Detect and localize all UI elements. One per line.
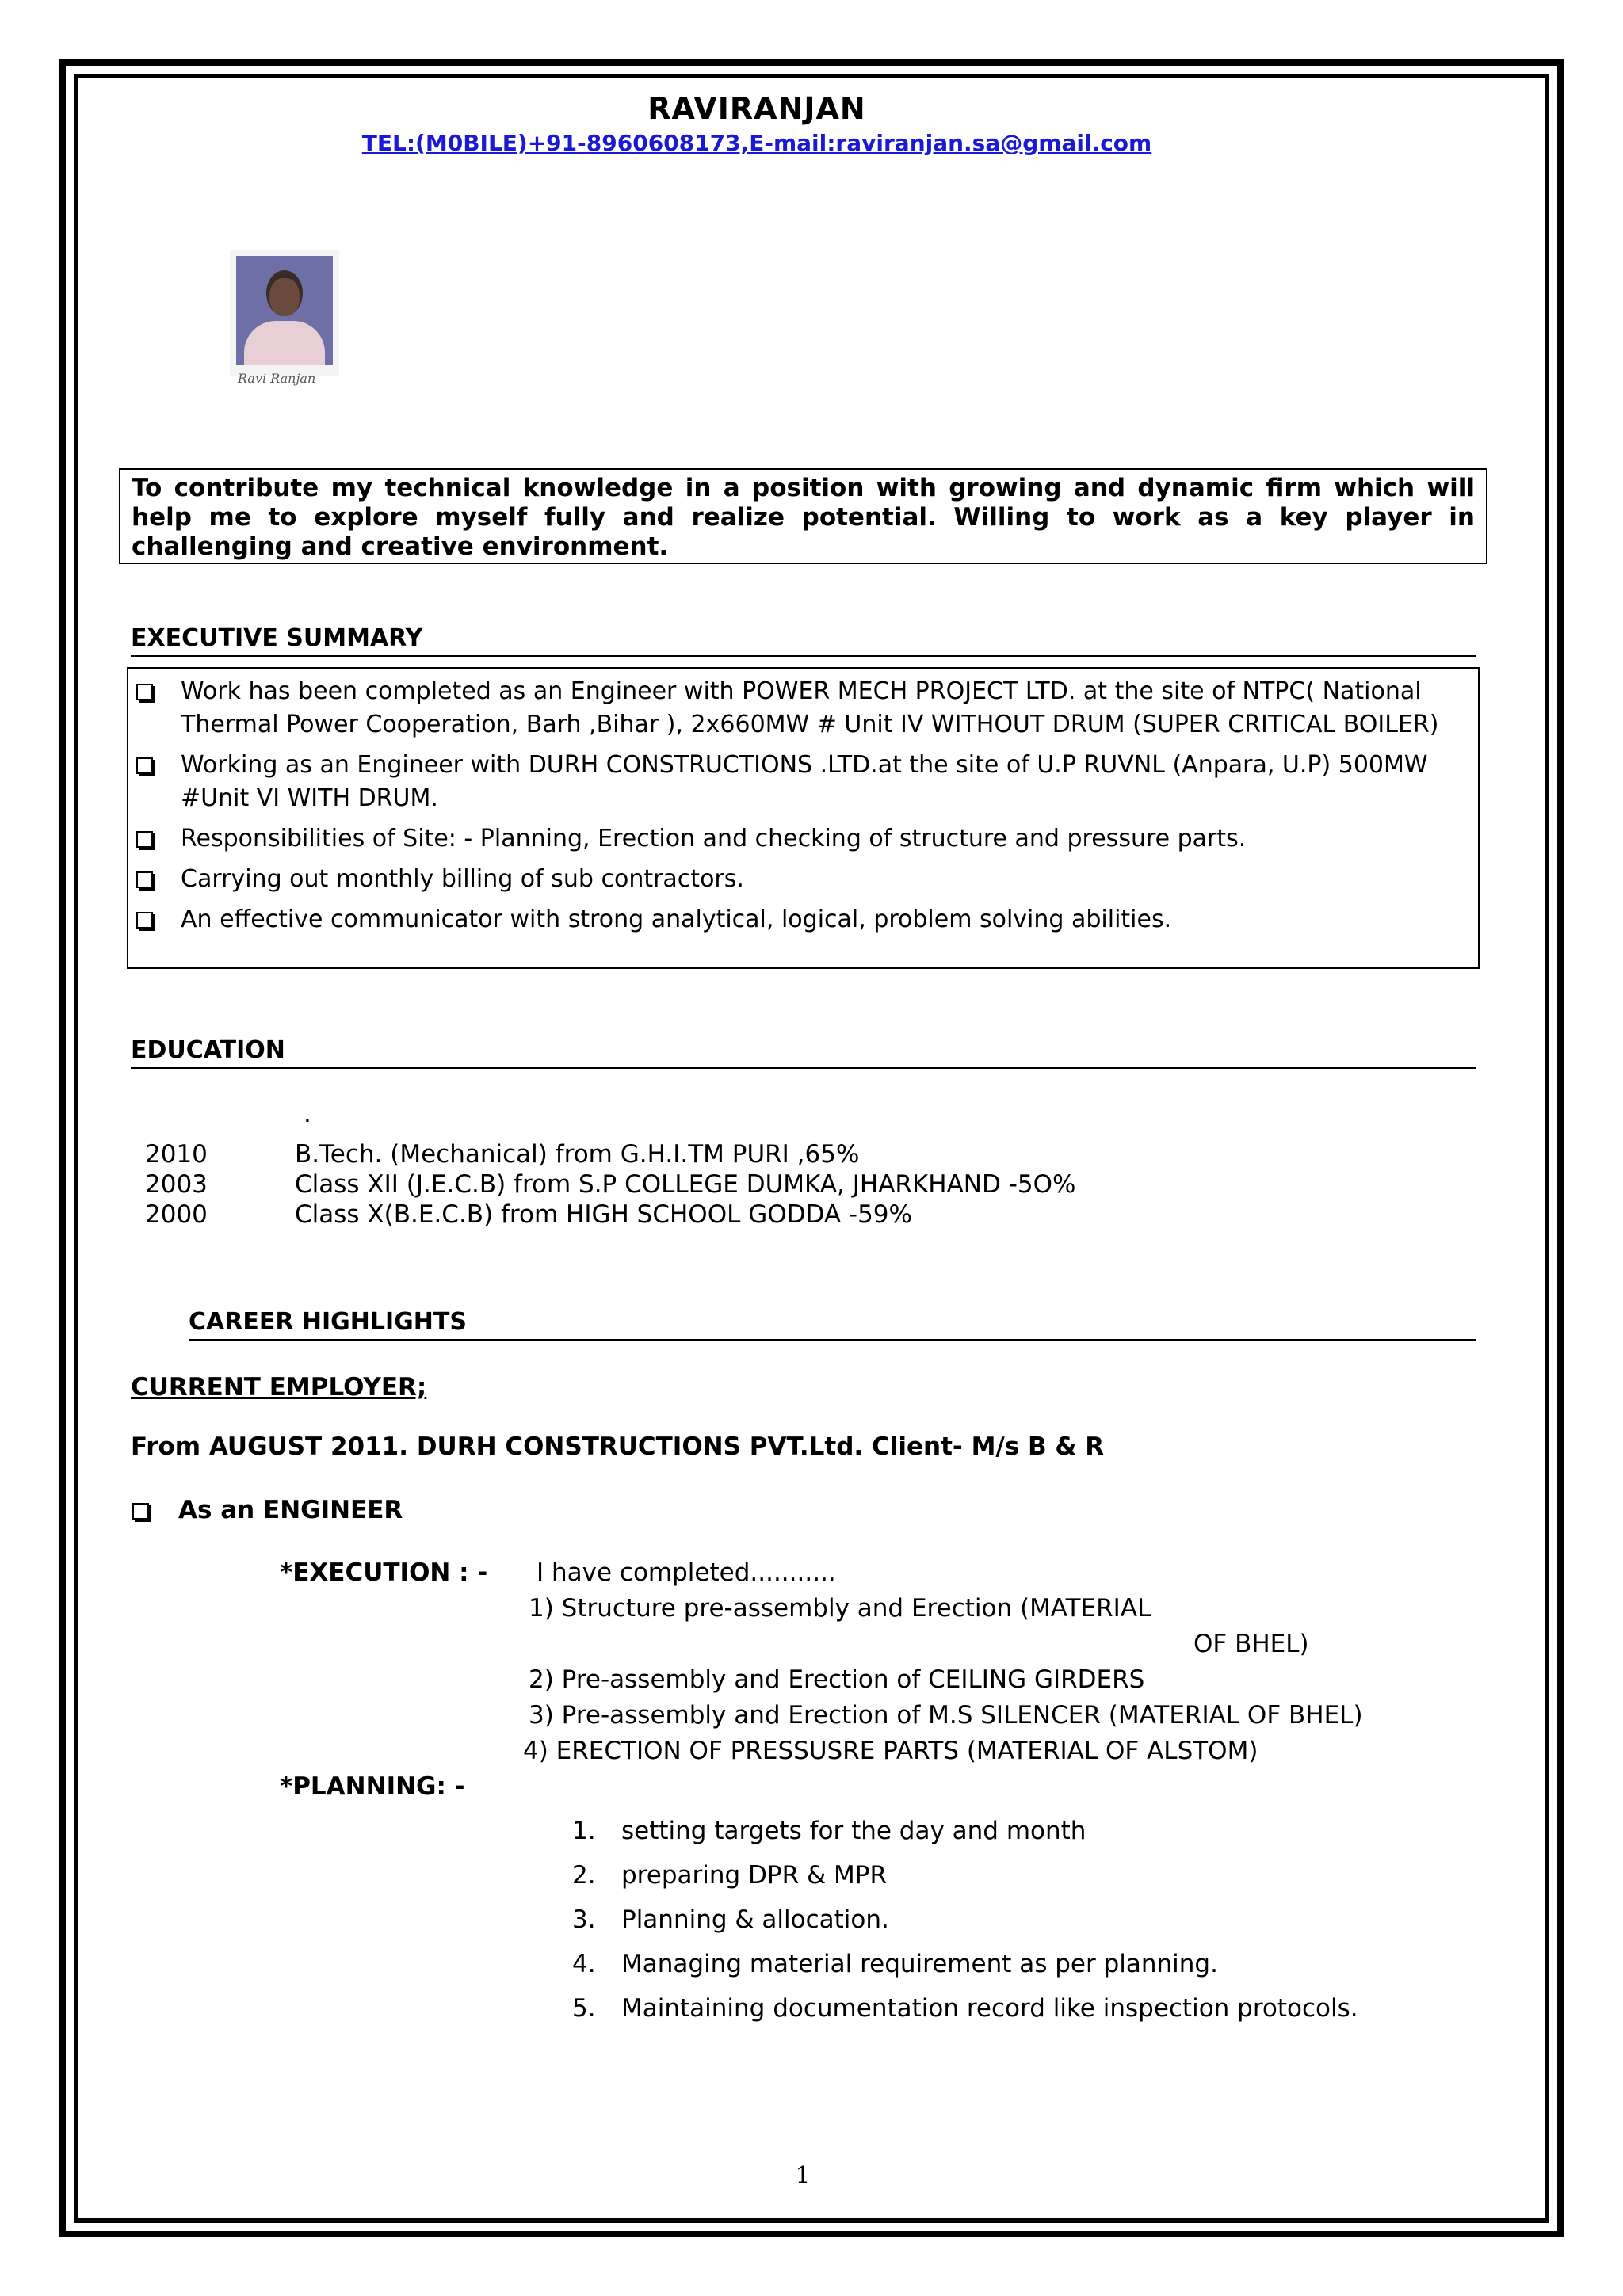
list-item: Working as an Engineer with DURH CONSTRUCTIONS .LTD.at the site of U.P RUVNL (Anpara, U.P) 500MW #Unit VI WITH DRUM.	[128, 749, 1478, 815]
current-employer-label: CURRENT EMPLOYER;	[131, 1373, 427, 1402]
role-line: As an ENGINEER	[131, 1496, 685, 1527]
objective-box: To contribute my technical knowledge in a position with growing and dynamic firm which will help me to explore myself fully and realize potential. Willing to work as a key player in challenging and creative environment.	[119, 468, 1487, 564]
planning-item: 3. Planning & allocation.	[572, 1905, 889, 1934]
executive-summary-heading: EXECUTIVE SUMMARY	[131, 624, 1476, 657]
execution-item: OF BHEL)	[1193, 1630, 1309, 1658]
list-item: Work has been completed as an Engineer with POWER MECH PROJECT LTD. at the site of NTPC( National Thermal Power Cooperation, Barh ,Bihar ), 2x660MW # Unit IV WITHOUT DRUM (SUPER CRITICAL BOILER)	[128, 675, 1478, 742]
planning-label: *PLANNING: -	[280, 1772, 465, 1801]
education-row: 2000 Class X(B.E.C.B) from HIGH SCHOOL GODDA -59%	[145, 1200, 912, 1229]
planning-item: 1. setting targets for the day and month	[572, 1817, 1086, 1845]
education-row: 2010 B.Tech. (Mechanical) from G.H.I.TM PURI ,65%	[145, 1140, 860, 1169]
execution-item: 1) Structure pre-assembly and Erection (MATERIAL	[529, 1594, 1151, 1623]
signature: Ravi Ranjan	[238, 371, 316, 386]
contact-link[interactable]: TEL:(M0BILE)+91-8960608173,E-mail:raviranjan.sa@gmail.com	[361, 130, 1152, 156]
checkbox-bullet-icon	[136, 831, 153, 848]
planning-item: 2. preparing DPR & MPR	[572, 1861, 887, 1890]
execution-item: 3) Pre-assembly and Erection of M.S SILENCER (MATERIAL OF BHEL)	[529, 1701, 1363, 1730]
list-item: Carrying out monthly billing of sub contractors.	[128, 863, 1478, 896]
execution-item: 2) Pre-assembly and Erection of CEILING GIRDERS	[529, 1665, 1145, 1694]
list-item: An effective communicator with strong analytical, logical, problem solving abilities.	[128, 903, 1478, 936]
execution-item: 4) ERECTION OF PRESSUSRE PARTS (MATERIAL OF ALSTOM)	[523, 1737, 1258, 1765]
career-highlights-heading: CAREER HIGHLIGHTS	[189, 1308, 1476, 1341]
checkbox-bullet-icon	[132, 1503, 149, 1520]
page-number: 1	[795, 2161, 811, 2188]
planning-item: 5. Maintaining documentation record like inspection protocols.	[572, 1994, 1358, 2023]
education-row: 2003 Class XII (J.E.C.B) from S.P COLLEGE DUMKA, JHARKHAND -5O%	[145, 1170, 1076, 1199]
planning-item: 4. Managing material requirement as per planning.	[572, 1950, 1218, 1978]
checkbox-bullet-icon	[136, 757, 153, 774]
checkbox-bullet-icon	[136, 684, 153, 700]
checkbox-bullet-icon	[136, 912, 153, 929]
checkbox-bullet-icon	[136, 871, 153, 888]
profile-photo	[236, 256, 333, 365]
education-heading: EDUCATION	[131, 1036, 1476, 1069]
executive-summary-box	[127, 667, 1480, 969]
list-item: Responsibilities of Site: - Planning, Erection and checking of structure and pressure parts.	[128, 822, 1478, 856]
employment-line: From AUGUST 2011. DURH CONSTRUCTIONS PVT.Ltd. Client- M/s B & R	[131, 1432, 1105, 1461]
candidate-name: RAVIRANJAN	[647, 91, 866, 126]
education-dot: .	[304, 1100, 311, 1128]
execution-label: *EXECUTION : -	[280, 1558, 488, 1587]
execution-intro: I have completed...........	[537, 1558, 836, 1587]
